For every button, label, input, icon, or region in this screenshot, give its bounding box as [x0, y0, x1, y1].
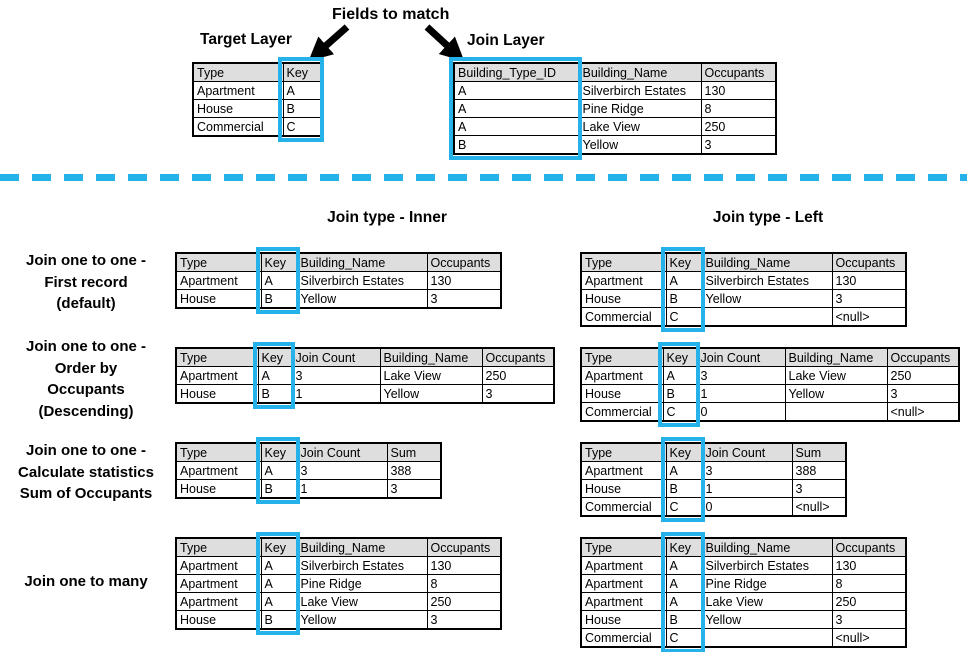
- column-header: Occupants: [427, 538, 501, 557]
- left-table-0: [580, 252, 907, 327]
- table-cell: C: [663, 403, 697, 422]
- table-row: [193, 100, 321, 118]
- table-row: [176, 557, 501, 575]
- table-row: [193, 82, 321, 100]
- table-row: [176, 367, 554, 385]
- table-cell: Yellow: [297, 611, 427, 630]
- inner-table-2: [175, 442, 442, 499]
- table-row: [454, 100, 776, 118]
- table-cell: <null>: [887, 403, 959, 422]
- inner-table-1-grid: [175, 347, 555, 404]
- table-row: [581, 557, 906, 575]
- table-cell: 1: [297, 480, 387, 499]
- table-cell: House: [176, 385, 258, 404]
- table-cell: B: [261, 480, 297, 499]
- table-row: [581, 462, 846, 480]
- column-header: Key: [258, 348, 292, 367]
- table-row: [454, 118, 776, 136]
- column-header: Join Count: [702, 443, 792, 462]
- table-cell: A: [261, 557, 297, 575]
- row-label-line: Join one to one -: [26, 338, 146, 355]
- table-cell: A: [666, 462, 702, 480]
- table-row: [176, 593, 501, 611]
- table-cell: 3: [427, 611, 501, 630]
- table-cell: <null>: [792, 498, 846, 517]
- table-cell: Apartment: [193, 82, 283, 100]
- inner-table-0-grid: [175, 252, 502, 309]
- table-cell: [785, 403, 887, 422]
- table-cell: C: [666, 629, 702, 648]
- table-cell: A: [666, 575, 702, 593]
- table-cell: A: [666, 272, 702, 290]
- column-header: Type: [581, 443, 666, 462]
- column-header: Building_Name: [297, 538, 427, 557]
- row-label-line: Sum of Occupants: [19, 485, 153, 502]
- table-row: [176, 272, 501, 290]
- inner-table-2-grid: [175, 442, 442, 499]
- fields-to-match-label: Fields to match: [332, 6, 450, 23]
- inner-table-0: [175, 252, 502, 309]
- table-cell: Apartment: [176, 272, 261, 290]
- inner-table-3: [175, 537, 502, 630]
- row-label-line: Calculate statistics: [18, 463, 154, 481]
- join-layer-table-grid: [453, 62, 777, 155]
- row-label-2: [2, 440, 170, 505]
- left-table-1-grid: [580, 347, 960, 422]
- column-header: Building_Name: [297, 253, 427, 272]
- table-cell: 3: [697, 367, 785, 385]
- table-cell: House: [581, 480, 666, 498]
- join-type-inner-title: Join type - Inner: [327, 209, 447, 226]
- table-cell: Silverbirch Estates: [702, 272, 832, 290]
- row-label-line: (default): [56, 295, 116, 312]
- table-cell: 3: [887, 385, 959, 403]
- table-row: [454, 136, 776, 155]
- table-cell: Yellow: [702, 611, 832, 629]
- table-row: [581, 498, 846, 517]
- table-cell: 130: [832, 557, 906, 575]
- table-cell: 3: [292, 367, 380, 385]
- table-cell: Lake View: [297, 593, 427, 611]
- column-header: Sum: [792, 443, 846, 462]
- row-label-0: [2, 250, 170, 315]
- table-row: [176, 575, 501, 593]
- table-cell: Pine Ridge: [579, 100, 701, 118]
- table-cell: 3: [832, 290, 906, 308]
- table-cell: Apartment: [176, 367, 258, 385]
- column-header: Type: [581, 253, 666, 272]
- table-cell: 388: [387, 462, 441, 480]
- table-cell: House: [176, 290, 261, 309]
- table-cell: Apartment: [581, 575, 666, 593]
- table-cell: A: [454, 118, 579, 136]
- table-cell: 130: [427, 272, 501, 290]
- column-header: Type: [176, 253, 261, 272]
- table-cell: A: [283, 82, 321, 100]
- table-cell: Lake View: [380, 367, 482, 385]
- table-row: [176, 290, 501, 309]
- table-cell: 3: [387, 480, 441, 499]
- table-row: [581, 611, 906, 629]
- table-row: [176, 611, 501, 630]
- table-row: [581, 272, 906, 290]
- table-cell: A: [261, 462, 297, 480]
- left-table-2: [580, 442, 847, 517]
- table-cell: Yellow: [579, 136, 701, 155]
- section-divider: [0, 174, 967, 181]
- table-cell: A: [261, 593, 297, 611]
- column-header: Building_Name: [702, 253, 832, 272]
- table-cell: 3: [702, 462, 792, 480]
- join-layer-title: Join Layer: [467, 32, 545, 49]
- column-header: Occupants: [701, 63, 776, 82]
- column-header: Building_Type_ID: [454, 63, 579, 82]
- table-cell: Apartment: [176, 557, 261, 575]
- table-cell: Lake View: [785, 367, 887, 385]
- table-row: [581, 308, 906, 327]
- table-cell: Yellow: [380, 385, 482, 404]
- table-cell: House: [581, 611, 666, 629]
- table-cell: 8: [427, 575, 501, 593]
- table-cell: 0: [702, 498, 792, 517]
- table-cell: 3: [427, 290, 501, 309]
- table-cell: B: [283, 100, 321, 118]
- table-cell: 250: [701, 118, 776, 136]
- table-cell: Lake View: [702, 593, 832, 611]
- table-cell: 8: [701, 100, 776, 118]
- table-cell: Apartment: [581, 557, 666, 575]
- table-cell: House: [193, 100, 283, 118]
- table-cell: A: [258, 367, 292, 385]
- column-header: Sum: [387, 443, 441, 462]
- column-header: Building_Name: [702, 538, 832, 557]
- table-cell: 8: [832, 575, 906, 593]
- column-header: Type: [176, 348, 258, 367]
- table-cell: A: [663, 367, 697, 385]
- left-table-3: [580, 537, 907, 648]
- table-cell: B: [666, 290, 702, 308]
- table-cell: Apartment: [581, 272, 666, 290]
- column-header: Key: [261, 253, 297, 272]
- table-cell: B: [261, 611, 297, 630]
- table-cell: House: [581, 290, 666, 308]
- column-header: Building_Name: [380, 348, 482, 367]
- table-cell: Yellow: [702, 290, 832, 308]
- column-header: Key: [261, 443, 297, 462]
- table-row: [581, 593, 906, 611]
- column-header: Occupants: [482, 348, 554, 367]
- table-cell: Yellow: [297, 290, 427, 309]
- table-cell: Lake View: [579, 118, 701, 136]
- table-cell: Apartment: [581, 593, 666, 611]
- table-cell: B: [258, 385, 292, 404]
- table-cell: 130: [701, 82, 776, 100]
- table-cell: <null>: [832, 629, 906, 648]
- table-cell: B: [261, 290, 297, 309]
- row-label-line: Join one to many: [24, 573, 148, 590]
- table-cell: 130: [427, 557, 501, 575]
- table-cell: B: [454, 136, 579, 155]
- table-row: [581, 290, 906, 308]
- table-cell: Yellow: [785, 385, 887, 403]
- table-cell: Silverbirch Estates: [702, 557, 832, 575]
- table-cell: <null>: [832, 308, 906, 327]
- join-type-left-title: Join type - Left: [712, 209, 824, 226]
- row-label-line: Join one to one -: [26, 252, 146, 269]
- table-cell: 388: [792, 462, 846, 480]
- table-row: [581, 575, 906, 593]
- table-cell: Apartment: [176, 575, 261, 593]
- column-header: Occupants: [427, 253, 501, 272]
- target-layer-table: [192, 62, 322, 137]
- left-table-2-grid: [580, 442, 847, 517]
- table-row: [454, 82, 776, 100]
- table-cell: Commercial: [581, 308, 666, 327]
- table-row: [581, 629, 906, 648]
- column-header: Key: [261, 538, 297, 557]
- table-cell: 0: [697, 403, 785, 422]
- table-cell: C: [666, 308, 702, 327]
- column-header: Key: [666, 253, 702, 272]
- table-cell: Pine Ridge: [702, 575, 832, 593]
- table-cell: [702, 308, 832, 327]
- column-header: Type: [176, 443, 261, 462]
- table-cell: 1: [697, 385, 785, 403]
- row-label-1: [2, 336, 170, 422]
- row-label-line: Join one to one -: [26, 442, 146, 459]
- row-label-line: First record: [44, 273, 128, 291]
- table-cell: House: [176, 480, 261, 499]
- table-cell: A: [261, 272, 297, 290]
- column-header: Key: [666, 443, 702, 462]
- table-cell: 1: [292, 385, 380, 404]
- target-layer-title: Target Layer: [200, 31, 292, 48]
- table-cell: 3: [701, 136, 776, 155]
- table-row: [581, 403, 959, 422]
- column-header: Occupants: [832, 538, 906, 557]
- target-layer-table-grid: [192, 62, 322, 137]
- column-header: Building_Name: [579, 63, 701, 82]
- table-row: [176, 385, 554, 404]
- table-cell: 250: [427, 593, 501, 611]
- column-header: Occupants: [887, 348, 959, 367]
- table-cell: 250: [832, 593, 906, 611]
- table-cell: Commercial: [581, 629, 666, 648]
- table-cell: 3: [792, 480, 846, 498]
- table-cell: [702, 629, 832, 648]
- table-cell: 250: [482, 367, 554, 385]
- column-header: Building_Name: [785, 348, 887, 367]
- table-cell: Apartment: [581, 367, 663, 385]
- row-label-3: [2, 571, 170, 593]
- column-header: Type: [581, 538, 666, 557]
- table-cell: Commercial: [581, 403, 663, 422]
- table-row: [176, 480, 441, 499]
- column-header: Join Count: [292, 348, 380, 367]
- table-cell: A: [454, 82, 579, 100]
- left-table-0-grid: [580, 252, 907, 327]
- inner-table-3-grid: [175, 537, 502, 630]
- table-cell: Apartment: [581, 462, 666, 480]
- table-row: [581, 367, 959, 385]
- column-header: Key: [663, 348, 697, 367]
- column-header: Key: [283, 63, 321, 82]
- table-cell: Pine Ridge: [297, 575, 427, 593]
- table-cell: 3: [482, 385, 554, 404]
- table-cell: C: [283, 118, 321, 137]
- table-cell: Silverbirch Estates: [297, 557, 427, 575]
- row-label-line: Occupants: [47, 381, 125, 398]
- table-cell: A: [666, 557, 702, 575]
- row-label-line: Order by: [54, 359, 118, 377]
- table-cell: Silverbirch Estates: [579, 82, 701, 100]
- table-cell: House: [581, 385, 663, 403]
- join-layer-table: [453, 62, 777, 155]
- table-cell: Apartment: [176, 462, 261, 480]
- table-cell: B: [663, 385, 697, 403]
- table-cell: 3: [297, 462, 387, 480]
- column-header: Type: [193, 63, 283, 82]
- column-header: Join Count: [697, 348, 785, 367]
- table-cell: Commercial: [193, 118, 283, 137]
- arrow-to-join-key-icon: [427, 27, 452, 50]
- column-header: Type: [581, 348, 663, 367]
- table-row: [176, 462, 441, 480]
- table-cell: C: [666, 498, 702, 517]
- table-cell: B: [666, 480, 702, 498]
- table-row: [193, 118, 321, 137]
- table-row: [581, 480, 846, 498]
- table-cell: 250: [887, 367, 959, 385]
- table-cell: B: [666, 611, 702, 629]
- table-cell: A: [454, 100, 579, 118]
- table-row: [581, 385, 959, 403]
- table-cell: House: [176, 611, 261, 630]
- column-header: Key: [666, 538, 702, 557]
- table-cell: A: [261, 575, 297, 593]
- row-label-line: (Descending): [38, 402, 134, 420]
- inner-table-1: [175, 347, 555, 404]
- table-cell: 1: [702, 480, 792, 498]
- table-cell: Commercial: [581, 498, 666, 517]
- table-cell: 130: [832, 272, 906, 290]
- table-cell: Silverbirch Estates: [297, 272, 427, 290]
- left-table-1: [580, 347, 960, 422]
- column-header: Type: [176, 538, 261, 557]
- table-cell: A: [666, 593, 702, 611]
- left-table-3-grid: [580, 537, 907, 648]
- column-header: Join Count: [297, 443, 387, 462]
- table-cell: 3: [832, 611, 906, 629]
- arrow-to-target-key-icon: [321, 27, 347, 50]
- column-header: Occupants: [832, 253, 906, 272]
- table-cell: Apartment: [176, 593, 261, 611]
